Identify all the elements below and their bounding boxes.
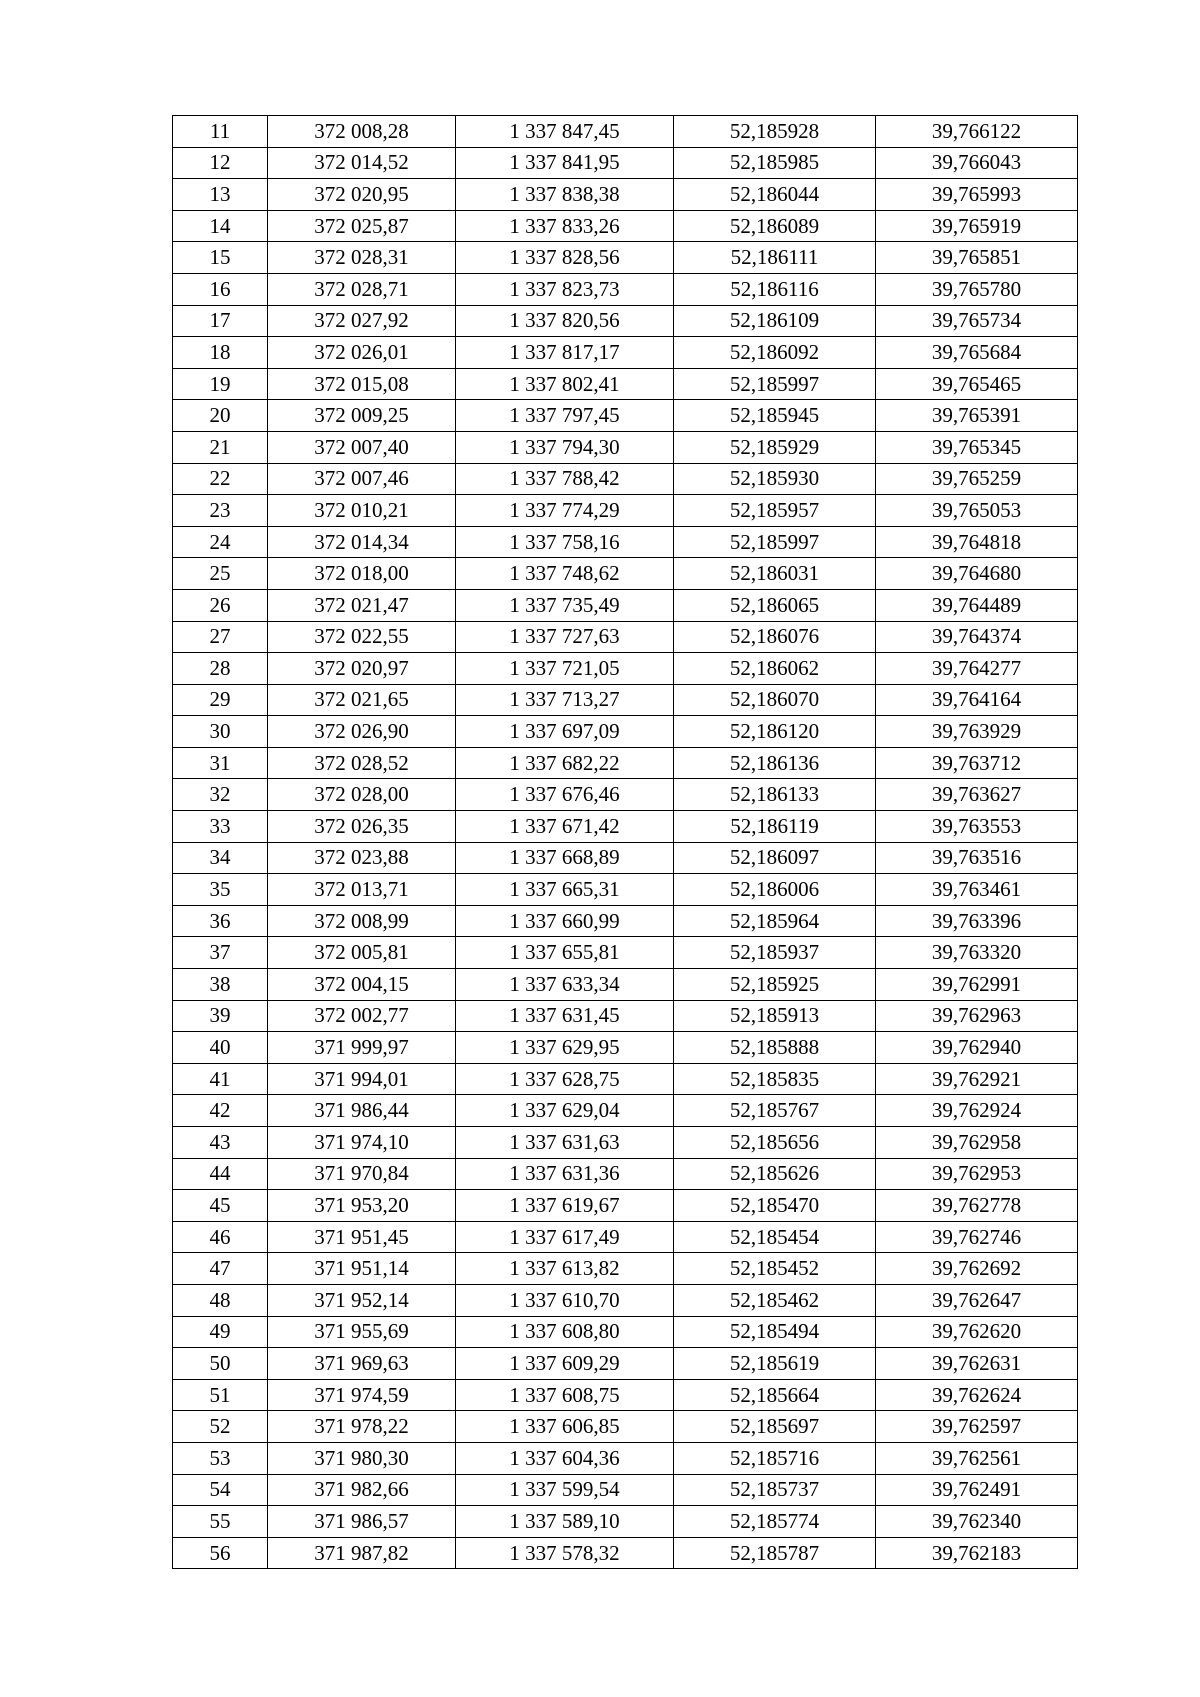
latitude-cell: 52,186070 [674, 684, 876, 716]
longitude-cell: 39,763627 [876, 779, 1078, 811]
y-coordinate-cell: 1 337 665,31 [456, 874, 674, 906]
latitude-cell: 52,185888 [674, 1032, 876, 1064]
longitude-cell: 39,765684 [876, 337, 1078, 369]
point-number-cell: 48 [173, 1284, 268, 1316]
point-number-cell: 38 [173, 969, 268, 1001]
point-number-cell: 26 [173, 589, 268, 621]
longitude-cell: 39,762692 [876, 1253, 1078, 1285]
latitude-cell: 52,185619 [674, 1348, 876, 1380]
point-number-cell: 40 [173, 1032, 268, 1064]
x-coordinate-cell: 371 986,57 [268, 1506, 456, 1538]
latitude-cell: 52,185697 [674, 1411, 876, 1443]
longitude-cell: 39,762958 [876, 1127, 1078, 1159]
x-coordinate-cell: 371 951,14 [268, 1253, 456, 1285]
table-row [173, 1063, 1078, 1095]
longitude-cell: 39,762924 [876, 1095, 1078, 1127]
y-coordinate-cell: 1 337 727,63 [456, 621, 674, 653]
longitude-cell: 39,762631 [876, 1348, 1078, 1380]
point-number-cell: 39 [173, 1000, 268, 1032]
x-coordinate-cell: 371 994,01 [268, 1063, 456, 1095]
latitude-cell: 52,186109 [674, 305, 876, 337]
x-coordinate-cell: 372 010,21 [268, 495, 456, 527]
table-row [173, 716, 1078, 748]
longitude-cell: 39,763396 [876, 905, 1078, 937]
table-row [173, 526, 1078, 558]
point-number-cell: 17 [173, 305, 268, 337]
y-coordinate-cell: 1 337 617,49 [456, 1221, 674, 1253]
x-coordinate-cell: 372 021,65 [268, 684, 456, 716]
longitude-cell: 39,762963 [876, 1000, 1078, 1032]
table-row [173, 937, 1078, 969]
point-number-cell: 52 [173, 1411, 268, 1443]
point-number-cell: 28 [173, 653, 268, 685]
x-coordinate-cell: 372 028,00 [268, 779, 456, 811]
y-coordinate-cell: 1 337 802,41 [456, 368, 674, 400]
table-row [173, 589, 1078, 621]
y-coordinate-cell: 1 337 606,85 [456, 1411, 674, 1443]
latitude-cell: 52,185929 [674, 431, 876, 463]
table-row [173, 1032, 1078, 1064]
point-number-cell: 23 [173, 495, 268, 527]
x-coordinate-cell: 372 025,87 [268, 210, 456, 242]
x-coordinate-cell: 372 028,71 [268, 273, 456, 305]
latitude-cell: 52,186062 [674, 653, 876, 685]
latitude-cell: 52,185937 [674, 937, 876, 969]
y-coordinate-cell: 1 337 608,80 [456, 1316, 674, 1348]
x-coordinate-cell: 372 018,00 [268, 558, 456, 590]
y-coordinate-cell: 1 337 578,32 [456, 1537, 674, 1569]
longitude-cell: 39,764374 [876, 621, 1078, 653]
coordinates-table-body [173, 116, 1078, 1569]
point-number-cell: 50 [173, 1348, 268, 1380]
x-coordinate-cell: 372 009,25 [268, 400, 456, 432]
point-number-cell: 42 [173, 1095, 268, 1127]
longitude-cell: 39,762991 [876, 969, 1078, 1001]
table-row [173, 273, 1078, 305]
point-number-cell: 12 [173, 147, 268, 179]
latitude-cell: 52,185945 [674, 400, 876, 432]
longitude-cell: 39,765259 [876, 463, 1078, 495]
table-row [173, 210, 1078, 242]
longitude-cell: 39,764818 [876, 526, 1078, 558]
y-coordinate-cell: 1 337 697,09 [456, 716, 674, 748]
table-row [173, 1095, 1078, 1127]
latitude-cell: 52,186065 [674, 589, 876, 621]
x-coordinate-cell: 371 953,20 [268, 1190, 456, 1222]
longitude-cell: 39,765053 [876, 495, 1078, 527]
point-number-cell: 11 [173, 116, 268, 148]
table-row [173, 463, 1078, 495]
point-number-cell: 33 [173, 811, 268, 843]
longitude-cell: 39,764680 [876, 558, 1078, 590]
table-row [173, 242, 1078, 274]
latitude-cell: 52,185964 [674, 905, 876, 937]
y-coordinate-cell: 1 337 833,26 [456, 210, 674, 242]
y-coordinate-cell: 1 337 676,46 [456, 779, 674, 811]
y-coordinate-cell: 1 337 609,29 [456, 1348, 674, 1380]
table-row [173, 1253, 1078, 1285]
y-coordinate-cell: 1 337 619,67 [456, 1190, 674, 1222]
latitude-cell: 52,185454 [674, 1221, 876, 1253]
table-row [173, 431, 1078, 463]
latitude-cell: 52,185462 [674, 1284, 876, 1316]
point-number-cell: 22 [173, 463, 268, 495]
longitude-cell: 39,765391 [876, 400, 1078, 432]
longitude-cell: 39,762620 [876, 1316, 1078, 1348]
point-number-cell: 43 [173, 1127, 268, 1159]
y-coordinate-cell: 1 337 608,75 [456, 1379, 674, 1411]
point-number-cell: 54 [173, 1474, 268, 1506]
y-coordinate-cell: 1 337 682,22 [456, 747, 674, 779]
table-row [173, 558, 1078, 590]
x-coordinate-cell: 372 007,40 [268, 431, 456, 463]
latitude-cell: 52,185626 [674, 1158, 876, 1190]
longitude-cell: 39,765993 [876, 179, 1078, 211]
longitude-cell: 39,762746 [876, 1221, 1078, 1253]
latitude-cell: 52,185664 [674, 1379, 876, 1411]
latitude-cell: 52,185737 [674, 1474, 876, 1506]
x-coordinate-cell: 372 028,52 [268, 747, 456, 779]
latitude-cell: 52,185494 [674, 1316, 876, 1348]
x-coordinate-cell: 371 982,66 [268, 1474, 456, 1506]
x-coordinate-cell: 372 023,88 [268, 842, 456, 874]
x-coordinate-cell: 372 015,08 [268, 368, 456, 400]
table-row [173, 1348, 1078, 1380]
latitude-cell: 52,185452 [674, 1253, 876, 1285]
table-row [173, 1506, 1078, 1538]
longitude-cell: 39,762491 [876, 1474, 1078, 1506]
longitude-cell: 39,764489 [876, 589, 1078, 621]
point-number-cell: 56 [173, 1537, 268, 1569]
latitude-cell: 52,185716 [674, 1442, 876, 1474]
latitude-cell: 52,185787 [674, 1537, 876, 1569]
x-coordinate-cell: 371 951,45 [268, 1221, 456, 1253]
table-row [173, 305, 1078, 337]
x-coordinate-cell: 371 999,97 [268, 1032, 456, 1064]
table-row [173, 1379, 1078, 1411]
table-row [173, 1474, 1078, 1506]
x-coordinate-cell: 372 005,81 [268, 937, 456, 969]
x-coordinate-cell: 371 955,69 [268, 1316, 456, 1348]
point-number-cell: 34 [173, 842, 268, 874]
x-coordinate-cell: 372 014,34 [268, 526, 456, 558]
x-coordinate-cell: 372 020,97 [268, 653, 456, 685]
latitude-cell: 52,186097 [674, 842, 876, 874]
point-number-cell: 25 [173, 558, 268, 590]
point-number-cell: 32 [173, 779, 268, 811]
x-coordinate-cell: 372 026,01 [268, 337, 456, 369]
x-coordinate-cell: 372 026,35 [268, 811, 456, 843]
y-coordinate-cell: 1 337 794,30 [456, 431, 674, 463]
table-row [173, 179, 1078, 211]
x-coordinate-cell: 371 980,30 [268, 1442, 456, 1474]
table-row [173, 1190, 1078, 1222]
y-coordinate-cell: 1 337 774,29 [456, 495, 674, 527]
longitude-cell: 39,765734 [876, 305, 1078, 337]
x-coordinate-cell: 372 020,95 [268, 179, 456, 211]
latitude-cell: 52,186116 [674, 273, 876, 305]
coordinates-table [172, 115, 1078, 1569]
longitude-cell: 39,764164 [876, 684, 1078, 716]
point-number-cell: 47 [173, 1253, 268, 1285]
x-coordinate-cell: 371 974,59 [268, 1379, 456, 1411]
table-row [173, 1316, 1078, 1348]
point-number-cell: 30 [173, 716, 268, 748]
point-number-cell: 16 [173, 273, 268, 305]
point-number-cell: 21 [173, 431, 268, 463]
table-row [173, 684, 1078, 716]
point-number-cell: 13 [173, 179, 268, 211]
y-coordinate-cell: 1 337 631,36 [456, 1158, 674, 1190]
latitude-cell: 52,186044 [674, 179, 876, 211]
point-number-cell: 14 [173, 210, 268, 242]
table-row [173, 653, 1078, 685]
point-number-cell: 31 [173, 747, 268, 779]
table-row [173, 337, 1078, 369]
table-row [173, 905, 1078, 937]
table-row [173, 621, 1078, 653]
longitude-cell: 39,762183 [876, 1537, 1078, 1569]
x-coordinate-cell: 372 027,92 [268, 305, 456, 337]
table-row [173, 368, 1078, 400]
x-coordinate-cell: 371 969,63 [268, 1348, 456, 1380]
x-coordinate-cell: 372 014,52 [268, 147, 456, 179]
longitude-cell: 39,762340 [876, 1506, 1078, 1538]
longitude-cell: 39,765851 [876, 242, 1078, 274]
longitude-cell: 39,762921 [876, 1063, 1078, 1095]
table-row [173, 1221, 1078, 1253]
x-coordinate-cell: 372 013,71 [268, 874, 456, 906]
longitude-cell: 39,766043 [876, 147, 1078, 179]
table-row [173, 1537, 1078, 1569]
x-coordinate-cell: 371 978,22 [268, 1411, 456, 1443]
latitude-cell: 52,185835 [674, 1063, 876, 1095]
x-coordinate-cell: 372 028,31 [268, 242, 456, 274]
longitude-cell: 39,764277 [876, 653, 1078, 685]
point-number-cell: 53 [173, 1442, 268, 1474]
point-number-cell: 49 [173, 1316, 268, 1348]
longitude-cell: 39,765780 [876, 273, 1078, 305]
y-coordinate-cell: 1 337 748,62 [456, 558, 674, 590]
table-row [173, 811, 1078, 843]
longitude-cell: 39,762624 [876, 1379, 1078, 1411]
y-coordinate-cell: 1 337 797,45 [456, 400, 674, 432]
y-coordinate-cell: 1 337 788,42 [456, 463, 674, 495]
y-coordinate-cell: 1 337 820,56 [456, 305, 674, 337]
table-row [173, 147, 1078, 179]
longitude-cell: 39,762647 [876, 1284, 1078, 1316]
latitude-cell: 52,186092 [674, 337, 876, 369]
longitude-cell: 39,762778 [876, 1190, 1078, 1222]
point-number-cell: 15 [173, 242, 268, 274]
point-number-cell: 35 [173, 874, 268, 906]
latitude-cell: 52,185928 [674, 116, 876, 148]
longitude-cell: 39,762953 [876, 1158, 1078, 1190]
x-coordinate-cell: 372 002,77 [268, 1000, 456, 1032]
latitude-cell: 52,186136 [674, 747, 876, 779]
latitude-cell: 52,185925 [674, 969, 876, 1001]
point-number-cell: 45 [173, 1190, 268, 1222]
point-number-cell: 20 [173, 400, 268, 432]
table-row [173, 874, 1078, 906]
y-coordinate-cell: 1 337 629,95 [456, 1032, 674, 1064]
latitude-cell: 52,185985 [674, 147, 876, 179]
table-row [173, 1442, 1078, 1474]
y-coordinate-cell: 1 337 604,36 [456, 1442, 674, 1474]
x-coordinate-cell: 371 970,84 [268, 1158, 456, 1190]
y-coordinate-cell: 1 337 713,27 [456, 684, 674, 716]
x-coordinate-cell: 372 026,90 [268, 716, 456, 748]
latitude-cell: 52,185656 [674, 1127, 876, 1159]
latitude-cell: 52,185767 [674, 1095, 876, 1127]
longitude-cell: 39,766122 [876, 116, 1078, 148]
latitude-cell: 52,185957 [674, 495, 876, 527]
longitude-cell: 39,762940 [876, 1032, 1078, 1064]
longitude-cell: 39,763553 [876, 811, 1078, 843]
latitude-cell: 52,185470 [674, 1190, 876, 1222]
y-coordinate-cell: 1 337 671,42 [456, 811, 674, 843]
y-coordinate-cell: 1 337 721,05 [456, 653, 674, 685]
y-coordinate-cell: 1 337 668,89 [456, 842, 674, 874]
latitude-cell: 52,185997 [674, 368, 876, 400]
latitude-cell: 52,186111 [674, 242, 876, 274]
y-coordinate-cell: 1 337 610,70 [456, 1284, 674, 1316]
x-coordinate-cell: 371 974,10 [268, 1127, 456, 1159]
point-number-cell: 24 [173, 526, 268, 558]
x-coordinate-cell: 372 007,46 [268, 463, 456, 495]
table-row [173, 842, 1078, 874]
y-coordinate-cell: 1 337 631,45 [456, 1000, 674, 1032]
table-row [173, 1284, 1078, 1316]
longitude-cell: 39,763320 [876, 937, 1078, 969]
latitude-cell: 52,185913 [674, 1000, 876, 1032]
point-number-cell: 55 [173, 1506, 268, 1538]
point-number-cell: 29 [173, 684, 268, 716]
y-coordinate-cell: 1 337 817,17 [456, 337, 674, 369]
latitude-cell: 52,185930 [674, 463, 876, 495]
table-row [173, 1000, 1078, 1032]
x-coordinate-cell: 371 952,14 [268, 1284, 456, 1316]
point-number-cell: 19 [173, 368, 268, 400]
latitude-cell: 52,186133 [674, 779, 876, 811]
x-coordinate-cell: 372 008,28 [268, 116, 456, 148]
point-number-cell: 27 [173, 621, 268, 653]
point-number-cell: 37 [173, 937, 268, 969]
table-row [173, 495, 1078, 527]
longitude-cell: 39,763929 [876, 716, 1078, 748]
y-coordinate-cell: 1 337 613,82 [456, 1253, 674, 1285]
y-coordinate-cell: 1 337 660,99 [456, 905, 674, 937]
longitude-cell: 39,762597 [876, 1411, 1078, 1443]
point-number-cell: 18 [173, 337, 268, 369]
longitude-cell: 39,763516 [876, 842, 1078, 874]
point-number-cell: 36 [173, 905, 268, 937]
latitude-cell: 52,186076 [674, 621, 876, 653]
table-row [173, 747, 1078, 779]
table-row [173, 779, 1078, 811]
y-coordinate-cell: 1 337 633,34 [456, 969, 674, 1001]
table-row [173, 400, 1078, 432]
y-coordinate-cell: 1 337 599,54 [456, 1474, 674, 1506]
y-coordinate-cell: 1 337 828,56 [456, 242, 674, 274]
longitude-cell: 39,762561 [876, 1442, 1078, 1474]
y-coordinate-cell: 1 337 841,95 [456, 147, 674, 179]
point-number-cell: 51 [173, 1379, 268, 1411]
latitude-cell: 52,186031 [674, 558, 876, 590]
longitude-cell: 39,765345 [876, 431, 1078, 463]
point-number-cell: 44 [173, 1158, 268, 1190]
table-row [173, 1158, 1078, 1190]
x-coordinate-cell: 371 987,82 [268, 1537, 456, 1569]
x-coordinate-cell: 372 008,99 [268, 905, 456, 937]
x-coordinate-cell: 372 022,55 [268, 621, 456, 653]
y-coordinate-cell: 1 337 589,10 [456, 1506, 674, 1538]
point-number-cell: 41 [173, 1063, 268, 1095]
y-coordinate-cell: 1 337 628,75 [456, 1063, 674, 1095]
latitude-cell: 52,186120 [674, 716, 876, 748]
latitude-cell: 52,186119 [674, 811, 876, 843]
longitude-cell: 39,765465 [876, 368, 1078, 400]
y-coordinate-cell: 1 337 838,38 [456, 179, 674, 211]
latitude-cell: 52,185774 [674, 1506, 876, 1538]
x-coordinate-cell: 372 004,15 [268, 969, 456, 1001]
y-coordinate-cell: 1 337 631,63 [456, 1127, 674, 1159]
table-row [173, 1411, 1078, 1443]
x-coordinate-cell: 371 986,44 [268, 1095, 456, 1127]
y-coordinate-cell: 1 337 758,16 [456, 526, 674, 558]
longitude-cell: 39,763712 [876, 747, 1078, 779]
table-row [173, 969, 1078, 1001]
longitude-cell: 39,763461 [876, 874, 1078, 906]
latitude-cell: 52,185997 [674, 526, 876, 558]
x-coordinate-cell: 372 021,47 [268, 589, 456, 621]
table-row [173, 116, 1078, 148]
y-coordinate-cell: 1 337 629,04 [456, 1095, 674, 1127]
longitude-cell: 39,765919 [876, 210, 1078, 242]
y-coordinate-cell: 1 337 823,73 [456, 273, 674, 305]
point-number-cell: 46 [173, 1221, 268, 1253]
table-row [173, 1127, 1078, 1159]
y-coordinate-cell: 1 337 735,49 [456, 589, 674, 621]
y-coordinate-cell: 1 337 847,45 [456, 116, 674, 148]
latitude-cell: 52,186089 [674, 210, 876, 242]
latitude-cell: 52,186006 [674, 874, 876, 906]
y-coordinate-cell: 1 337 655,81 [456, 937, 674, 969]
